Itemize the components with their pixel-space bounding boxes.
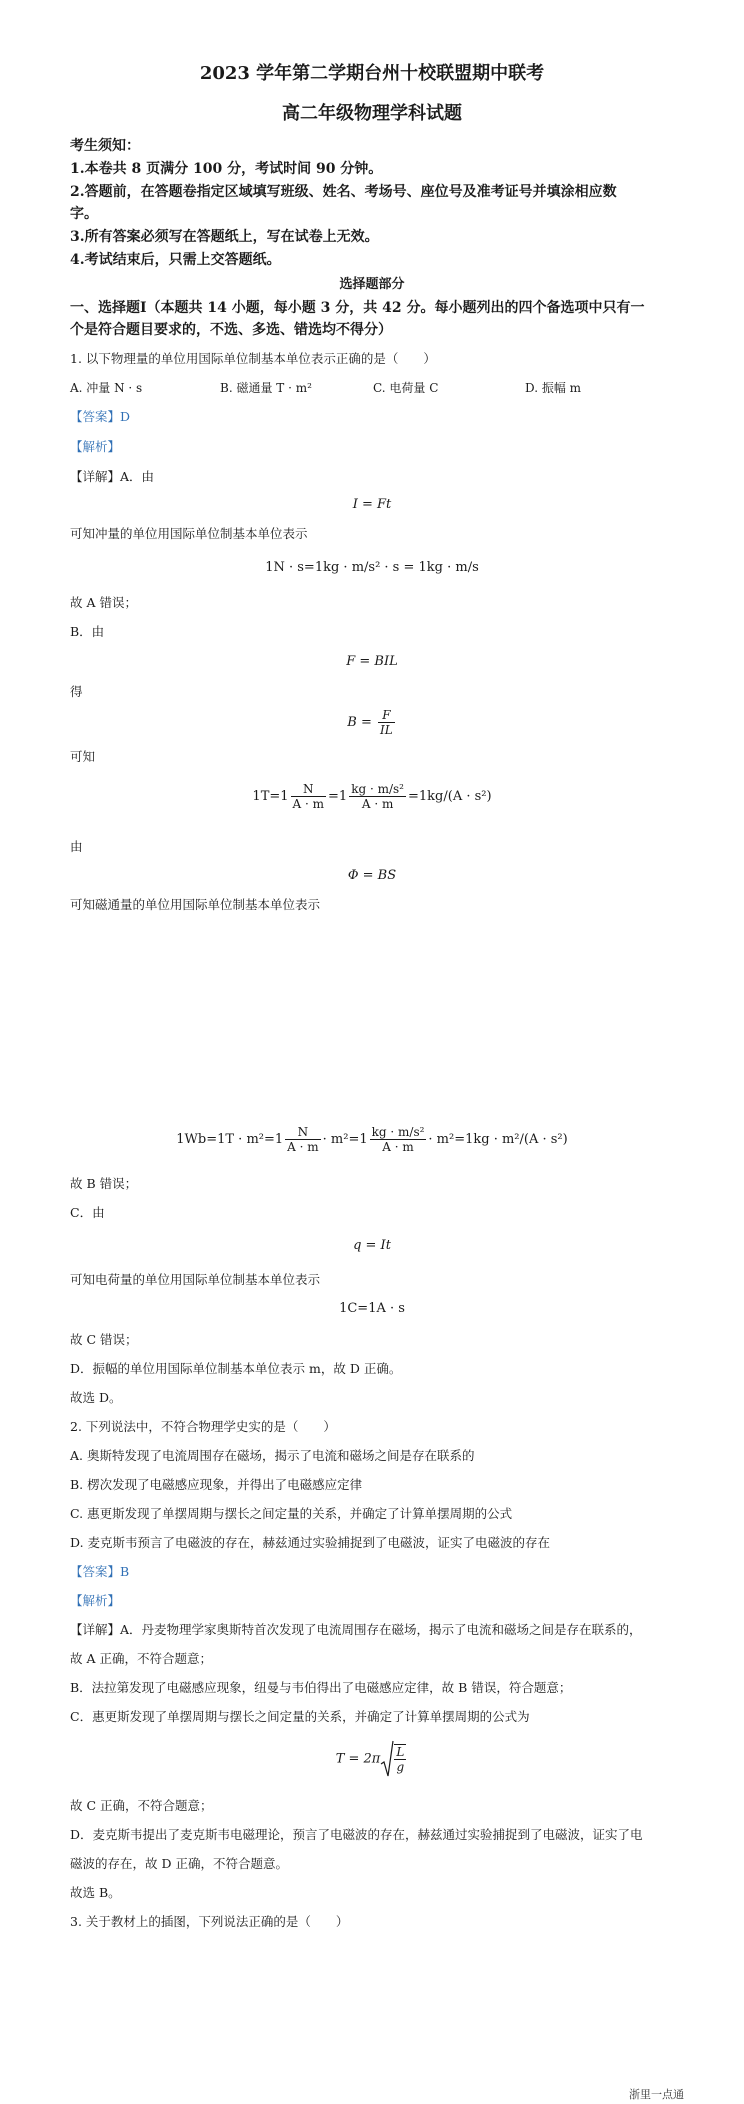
eq-lhs: T = 2π (335, 1751, 381, 1767)
fraction (394, 1744, 406, 1774)
eq-part: 1T=1 (252, 789, 289, 804)
denominator: A · m (361, 797, 394, 811)
detail-line: C．由 (70, 1205, 105, 1220)
option-c: C. 电荷量 C (373, 381, 439, 395)
numerator: L (396, 1745, 405, 1759)
detail-line: 磁波的存在，故 D 正确，不符合题意。 (70, 1856, 288, 1871)
eq-part: =1 (328, 789, 348, 804)
numerator: kg · m/s² (371, 1125, 425, 1139)
numerator: F (378, 708, 395, 723)
option-c: C. 惠更斯发现了单摆周期与摆长之间定量的关系，并确定了计算单摆周期的公式 (70, 1506, 513, 1521)
answer-label: 【答案】B (70, 1564, 130, 1579)
analysis-label: 【解析】 (70, 439, 121, 454)
notice-heading: 考生须知： (70, 138, 140, 154)
option-a: A. 奥斯特发现了电流周围存在磁场，揭示了电流和磁场之间是存在联系的 (70, 1448, 475, 1463)
equation-fraction (0, 1125, 744, 1154)
detail-line: 得 (70, 684, 83, 699)
detail-line: 故 A 正确，不符合题意； (70, 1651, 212, 1666)
question-stem: 1. 以下物理量的单位用国际单位制基本单位表示正确的是（ ） (70, 351, 436, 366)
numerator: N (291, 782, 327, 797)
equation: 1C=1A · s (339, 1301, 405, 1316)
detail-line: 【详解】A．由 (70, 469, 155, 484)
detail-line: D．振幅的单位用国际单位制基本单位表示 m，故 D 正确。 (70, 1361, 402, 1376)
equation: I = Ft (352, 497, 392, 512)
denominator: A · m (382, 1140, 414, 1154)
eq-part: 1Wb=1T · m²=1 (176, 1132, 284, 1147)
detail-line: 故 B 错误； (70, 1176, 138, 1191)
equation-pendulum (0, 1740, 744, 1778)
detail-line: 故选 B。 (70, 1885, 121, 1900)
option-b: B. 磁通量 T · m² (220, 381, 312, 395)
analysis-label: 【解析】 (70, 1593, 121, 1608)
fraction (378, 708, 395, 737)
detail-line: B．由 (70, 624, 105, 639)
option-d: D. 振幅 m (525, 381, 582, 395)
section-part: 选择题部分 (339, 277, 405, 292)
eq-part: · m²=1 (322, 1132, 368, 1147)
notice-item: 字。 (70, 206, 98, 222)
detail-line: D．麦克斯韦提出了麦克斯韦电磁理论，预言了电磁波的存在，赫兹通过实验捕捉到了电磁波，证实了电 (70, 1827, 643, 1842)
sqrt-symbol (380, 1740, 394, 1778)
detail-line: B．法拉第发现了电磁感应现象，纽曼与韦伯得出了电磁感应定律，故 B 错误，符合题意； (70, 1680, 572, 1695)
detail-line: 故 A 错误； (70, 595, 137, 610)
detail-line: 可知 (70, 749, 96, 764)
notice-item: 4.考试结束后，只需上交答题纸。 (70, 252, 281, 268)
detail-line: 【详解】A．丹麦物理学家奥斯特首次发现了电流周围存在磁场，揭示了电流和磁场之间是存在联系的， (70, 1622, 642, 1637)
numerator: N (285, 1125, 321, 1140)
section-heading: 个是符合题目要求的，不选、多选、错选均不得分） (70, 322, 392, 338)
eq-part: · m²=1kg · m²/(A · s²) (428, 1132, 568, 1147)
fraction (370, 1125, 427, 1154)
denominator: IL (380, 723, 393, 737)
section-heading: 一、选择题Ⅰ（本题共 14 小题，每小题 3 分，共 42 分。每小题列出的四个备选项中只有一 (70, 300, 645, 316)
denominator: A · m (292, 797, 325, 811)
detail-line: 可知磁通量的单位用国际单位制基本单位表示 (70, 897, 321, 912)
option-b: B. 楞次发现了电磁感应现象，并得出了电磁感应定律 (70, 1477, 363, 1492)
radical-sign (380, 1740, 394, 1778)
equation-fraction (0, 708, 744, 737)
eq-part: =1kg/(A · s²) (408, 789, 492, 804)
equation: F = BIL (346, 654, 398, 669)
equation: q = It (353, 1238, 391, 1253)
notice-item: 3.所有答案必须写在答题纸上，写在试卷上无效。 (70, 229, 379, 245)
notice-item: 2.答题前，在答题卷指定区域填写班级、姓名、考场号、座位号及准考证号并填涂相应数 (70, 184, 617, 200)
exam-subtitle: 高二年级物理学科试题 (282, 103, 462, 124)
answer-label: 【答案】D (70, 409, 131, 424)
question-stem: 2. 下列说法中，不符合物理学史实的是（ ） (70, 1419, 336, 1434)
equation: Φ = BS (347, 868, 397, 883)
footer-brand: 浙里一点通 (629, 2088, 684, 2101)
option-d: D. 麦克斯韦预言了电磁波的存在，赫兹通过实验捕捉到了电磁波，证实了电磁波的存在 (70, 1535, 551, 1550)
option-a: A. 冲量 N · s (70, 381, 143, 395)
fraction (291, 782, 327, 811)
detail-line: 故选 D。 (70, 1390, 122, 1405)
denominator: g (396, 1760, 405, 1774)
notice-item: 1.本卷共 8 页满分 100 分，考试时间 90 分钟。 (70, 161, 383, 177)
eq-lhs: B = (347, 715, 372, 730)
detail-line: 故 C 错误； (70, 1332, 138, 1347)
question-stem: 3. 关于教材上的插图，下列说法正确的是（ ） (70, 1914, 349, 1929)
denominator: A · m (287, 1140, 319, 1154)
equation: 1N · s=1kg · m/s² · s = 1kg · m/s (265, 560, 479, 575)
detail-line: 故 C 正确，不符合题意； (70, 1798, 213, 1813)
exam-title: 2023 学年第二学期台州十校联盟期中联考 (199, 63, 545, 84)
detail-line: C．惠更斯发现了单摆周期与摆长之间定量的关系，并确定了计算单摆周期的公式为 (70, 1709, 530, 1724)
fraction (349, 782, 406, 811)
detail-line: 可知电荷量的单位用国际单位制基本单位表示 (70, 1272, 321, 1287)
detail-line: 由 (70, 839, 83, 854)
equation-fraction (0, 782, 744, 811)
detail-line: 可知冲量的单位用国际单位制基本单位表示 (70, 526, 308, 541)
fraction (285, 1125, 321, 1154)
numerator: kg · m/s² (351, 782, 404, 796)
